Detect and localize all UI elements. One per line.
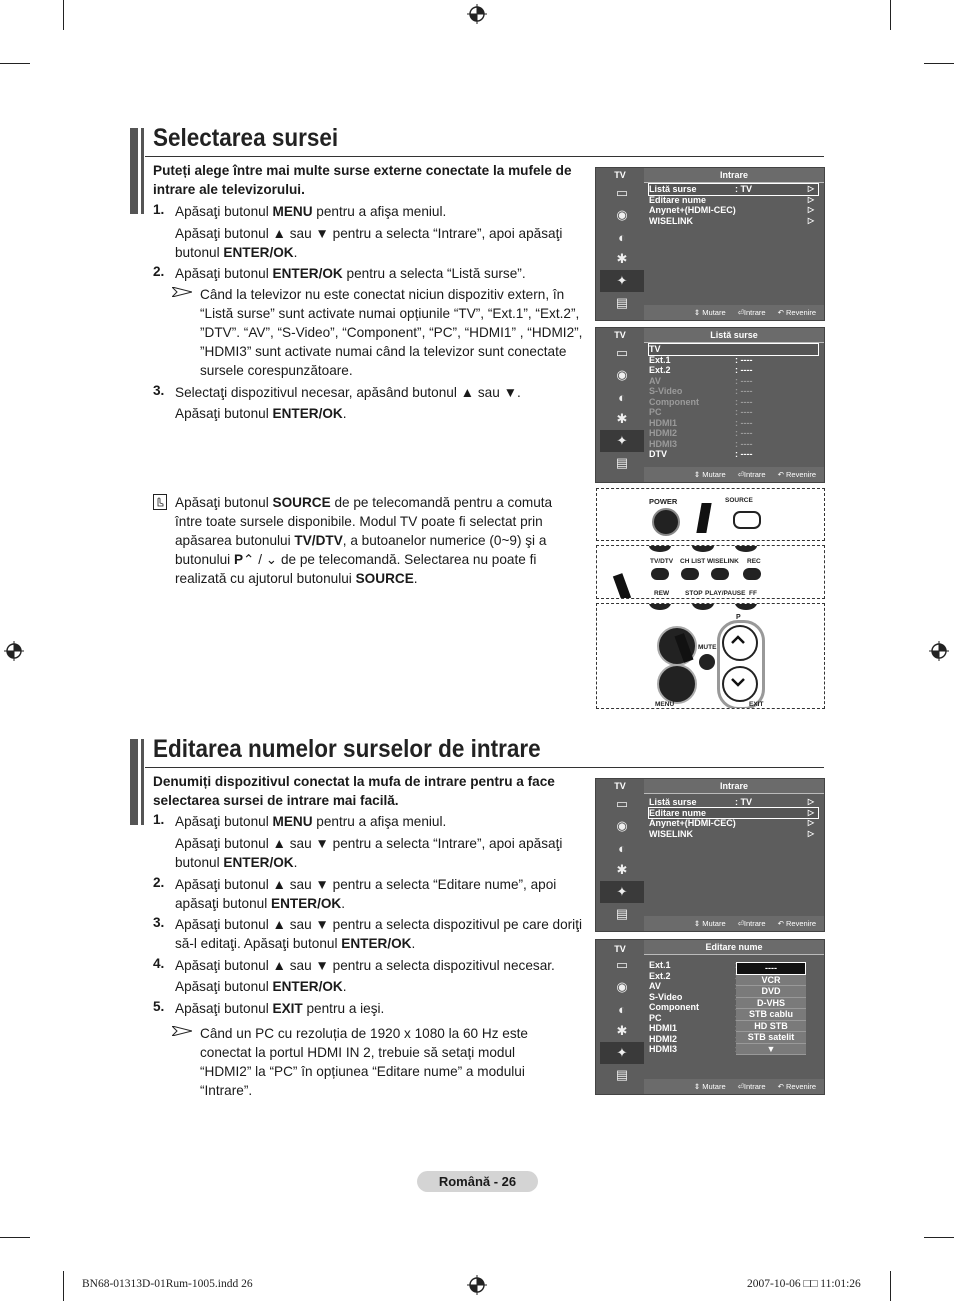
note-text: Când la televizor nu este conectat niciun dispozitiv extern, în “Listă surse” sunt activate numai opțiunile “TV”, “Ext.1”, “Ext.2”, ”DTV”. “AV”, “S-Video”, “Component”, “PC”, “HDMI1” , “HDMI2”, ”HDMI3” sunt activate numai când la televizor sunt conectate sursele corespunzătoare. [200, 287, 583, 378]
channel-icon[interactable]: ◐ [618, 389, 626, 405]
note-text: Când un PC cu rezoluția de 1920 x 1080 la 60 Hz este conectat la portul HDMI IN 2, trebuie să setați modul “HDMI2” la “PC” în opțiunea “Editare nume” a modului “Intrare”. [200, 1026, 528, 1098]
dropdown-option[interactable]: D-VHS [736, 998, 806, 1010]
setup-icon[interactable]: ✱ [616, 1023, 628, 1038]
note-arrow-icon [172, 1026, 192, 1036]
menu-sidebar [598, 342, 644, 470]
edit-source-item[interactable]: AV [649, 981, 661, 991]
tv-label: TV [614, 330, 626, 340]
section-title: Editarea numelor surselor de intrare [153, 735, 541, 763]
menu-screen-input [595, 167, 825, 321]
volume-down-button[interactable] [657, 664, 697, 704]
menu-item-anynet[interactable]: Anynet+(HDMI-CEC) ▷ [649, 205, 814, 215]
menu-screen-input-edit [595, 778, 825, 932]
tv-label: TV [614, 781, 626, 791]
channel-icon[interactable]: ◐ [618, 229, 626, 245]
source-item: HDMI3 : ---- [649, 438, 753, 449]
power-label: POWER [649, 497, 678, 506]
step-number: 2. [153, 264, 165, 279]
sound-icon[interactable]: ◉ [616, 367, 628, 382]
menu-screen-source-list [595, 327, 825, 483]
picture-icon[interactable]: ▭ [615, 796, 629, 811]
source-item: HDMI2 : ---- [649, 428, 753, 438]
edit-source-item[interactable]: HDMI2 [649, 1033, 678, 1044]
edit-source-item[interactable]: PC [649, 1012, 662, 1023]
source-item: Component : ---- [649, 396, 753, 407]
step-text: Apăsaţi butonul EXIT pentru a ieşi. [175, 1001, 385, 1016]
menu-sidebar [598, 793, 644, 921]
step-number: 5. [153, 999, 165, 1014]
remote-key[interactable] [692, 603, 714, 610]
dropdown-scroll-down[interactable]: ▼ [736, 1044, 806, 1056]
name-dropdown[interactable] [736, 962, 806, 1055]
sound-icon[interactable]: ◉ [616, 818, 628, 833]
section-bar [130, 128, 138, 214]
menu-item-wiselink[interactable]: WISELINK ▷ [649, 215, 814, 226]
source-item[interactable]: Ext.2 : ---- [649, 365, 753, 375]
menu-rows [649, 184, 818, 226]
source-item: PC : ---- [649, 407, 753, 417]
menu-hint-bar: ⇕ Mutare ⏎Intrare ↶ Revenire [644, 1079, 824, 1094]
registration-mark-right [929, 641, 949, 661]
digital-menu-icon[interactable]: ▤ [615, 1067, 629, 1082]
rew-label: REW [654, 590, 670, 597]
input-icon[interactable]: ✦ [600, 430, 644, 452]
digital-menu-icon[interactable]: ▤ [615, 455, 629, 470]
edit-source-item[interactable]: Ext.1 [649, 960, 671, 970]
menu-hint-bar: ⇕ Mutare ⏎Intrare ↶ Revenire [644, 305, 824, 320]
chlist-label: CH LIST [680, 558, 706, 565]
menu-hint-bar: ⇕ Mutare ⏎Intrare ↶ Revenire [644, 916, 824, 931]
step-number: 3. [153, 383, 165, 398]
channel-icon[interactable]: ◐ [618, 1001, 626, 1017]
edit-source-item[interactable]: Component [649, 1002, 699, 1012]
section-title: Selectarea sursei [153, 124, 339, 152]
pointer-arrow [613, 573, 631, 599]
picture-icon[interactable]: ▭ [615, 185, 629, 200]
dropdown-option[interactable]: STB cablu [736, 1009, 806, 1021]
edit-source-item[interactable]: Ext.2 [649, 970, 671, 981]
step-text: Apăsaţi butonul ▲ sau ▼ pentru a selecta dispozitivul pe care doriţi să-l editaţi. Apăsaţi butonul ENTER/OK. [175, 917, 583, 951]
step-number: 1. [153, 202, 165, 217]
remote-key[interactable] [649, 545, 671, 552]
playpause-label: PLAY/PAUSE [705, 590, 746, 597]
section-intro: Denumiți dispozitivul conectat la mufa de intrare pentru a face selectarea sursei de intrare mai facilă. [153, 774, 555, 808]
menu-title: Intrare [644, 779, 824, 794]
step-text: Apăsaţi butonul ▲ sau ▼ pentru a selecta “Intrare”, apoi apăsaţi butonul ENTER/OK. [175, 226, 563, 260]
registration-mark-top [467, 4, 487, 24]
source-label: SOURCE [725, 497, 753, 504]
step-text: Selectaţi dispozitivul necesar, apăsând butonul ▲ sau ▼. [175, 385, 521, 400]
date-slug: 2007-10-06 □□ 11:01:26 [747, 1278, 861, 1290]
menu-label: MENU [655, 701, 675, 708]
remote-key[interactable] [735, 545, 757, 552]
dropdown-option[interactable]: DVD [736, 986, 806, 998]
menu-item-anynet[interactable]: Anynet+(HDMI-CEC) ▷ [649, 818, 814, 828]
menu-title: Listă surse [644, 328, 824, 343]
remote-panel-channel [596, 603, 825, 709]
menu-item-source-list[interactable]: Listă surse : TV ▷ [649, 797, 814, 807]
remote-key[interactable] [649, 603, 671, 610]
step-text: Apăsaţi butonul ▲ sau ▼ pentru a selecta dispozitivul necesar. [175, 958, 555, 973]
tv-label: TV [614, 944, 626, 954]
dropdown-option[interactable]: ---- [736, 962, 806, 975]
ff-label: FF [749, 590, 757, 597]
tip-hand-icon [153, 494, 167, 510]
section-rule [145, 156, 824, 157]
step-text: Apăsaţi butonul MENU pentru a afişa meniul. [175, 204, 447, 219]
step-text: Apăsaţi butonul ENTER/OK. [175, 406, 347, 421]
menu-title: Editare nume [644, 940, 824, 955]
section-rule [145, 767, 824, 768]
sound-icon[interactable]: ◉ [616, 979, 628, 994]
rec-label: REC [747, 558, 761, 565]
digital-menu-icon[interactable]: ▤ [615, 295, 629, 310]
pointer-arrow [696, 503, 711, 533]
dropdown-option[interactable]: STB satelit [736, 1032, 806, 1044]
source-item[interactable]: DTV : ---- [649, 449, 753, 459]
edit-source-item[interactable]: HDMI1 [649, 1023, 678, 1033]
dropdown-option[interactable]: VCR [736, 975, 806, 987]
registration-mark-left [4, 641, 24, 661]
source-item: AV : ---- [649, 375, 753, 386]
chevron-up-icon [730, 635, 746, 645]
section-bar [130, 739, 138, 825]
remote-key[interactable] [735, 603, 757, 610]
chevron-down-icon [730, 677, 746, 687]
mute-label: MUTE [698, 644, 717, 651]
menu-item-source-list[interactable]: Listă surse : TV ▷ [649, 184, 818, 195]
picture-icon[interactable]: ▭ [615, 957, 629, 972]
menu-item-edit-name[interactable]: Editare nume ▷ [649, 808, 818, 819]
setup-icon[interactable]: ✱ [616, 862, 628, 877]
wiselink-button[interactable] [711, 568, 729, 580]
section-intro: Puteți alege între mai multe surse externe conectate la mufele de intrare ale televizorului. [153, 163, 572, 197]
wiselink-label: WISELINK [707, 558, 739, 565]
p-label: P [736, 614, 741, 621]
setup-icon[interactable]: ✱ [616, 251, 628, 266]
source-item[interactable]: Ext.1 : ---- [649, 354, 753, 365]
remote-panel-power-source [596, 488, 825, 541]
rec-button[interactable] [743, 568, 761, 580]
note-arrow-icon [172, 287, 192, 297]
input-icon[interactable]: ✦ [600, 1042, 644, 1064]
menu-sidebar [598, 954, 644, 1082]
sound-icon[interactable]: ◉ [616, 207, 628, 222]
power-button[interactable] [652, 508, 680, 536]
tvdtv-label: TV/DTV [650, 558, 674, 565]
stop-label: STOP [685, 590, 703, 597]
step-text: Apăsaţi butonul MENU pentru a afişa meniul. [175, 814, 447, 829]
step-number: 2. [153, 875, 165, 890]
step-text: Apăsaţi butonul ENTER/OK pentru a selecta “Listă surse”. [175, 266, 526, 281]
step-number: 4. [153, 956, 165, 971]
source-button[interactable] [733, 511, 761, 529]
tv-label: TV [614, 170, 626, 180]
remote-key[interactable] [692, 545, 714, 552]
source-item[interactable]: TV [649, 344, 818, 355]
remote-panel-tvdtv [596, 545, 825, 599]
step-number: 3. [153, 915, 165, 930]
channel-icon[interactable]: ◐ [618, 840, 626, 856]
step-text: Apăsaţi butonul ▲ sau ▼ pentru a selecta “Editare nume”, apoi apăsaţi butonul ENTER/OK. [175, 877, 557, 911]
menu-item-edit-name[interactable]: Editare nume ▷ [649, 194, 814, 205]
page-number: Română - 26 [438, 1174, 517, 1189]
menu-rows [649, 344, 818, 460]
exit-label: EXIT [749, 701, 764, 708]
registration-mark-bottom [467, 1275, 487, 1295]
step-number: 1. [153, 812, 165, 827]
edit-source-item[interactable]: HDMI3 [649, 1044, 678, 1054]
input-icon[interactable]: ✦ [600, 881, 644, 903]
mute-button[interactable] [699, 654, 715, 670]
step-text: Apăsaţi butonul ENTER/OK. [175, 979, 347, 994]
section-bar-thin [141, 128, 144, 214]
section-bar-thin [141, 739, 144, 825]
dropdown-option[interactable]: HD STB [736, 1021, 806, 1033]
input-icon[interactable]: ✦ [600, 270, 644, 292]
menu-item-wiselink[interactable]: WISELINK ▷ [649, 828, 814, 839]
menu-sidebar [598, 182, 644, 310]
tvdtv-button[interactable] [651, 568, 669, 580]
setup-icon[interactable]: ✱ [616, 411, 628, 426]
source-item: S-Video : ---- [649, 386, 753, 396]
tip-text: Apăsaţi butonul SOURCE de pe telecomandă pentru a comuta între toate sursele disponibile. Modul TV poate fi selectat prin apăsarea butonului TV/DTV, a butoanelor numerice (0~9) şi a butonului P⌃ / ⌄ de pe telecomandă. Selectarea nu poate fi realizată cu ajutorul butonului SOURCE. [175, 495, 553, 586]
menu-screen-edit-name [595, 939, 825, 1095]
menu-hint-bar: ⇕ Mutare ⏎Intrare ↶ Revenire [644, 467, 824, 482]
menu-rows [649, 797, 818, 839]
picture-icon[interactable]: ▭ [615, 345, 629, 360]
file-slug: BN68-01313D-01Rum-1005.indd 26 [82, 1278, 253, 1290]
menu-title: Intrare [644, 168, 824, 183]
chlist-button[interactable] [681, 568, 699, 580]
step-text: Apăsaţi butonul ▲ sau ▼ pentru a selecta “Intrare”, apoi apăsaţi butonul ENTER/OK. [175, 836, 563, 870]
digital-menu-icon[interactable]: ▤ [615, 906, 629, 921]
source-item: HDMI1 : ---- [649, 417, 753, 428]
edit-source-item[interactable]: S-Video [649, 991, 683, 1002]
